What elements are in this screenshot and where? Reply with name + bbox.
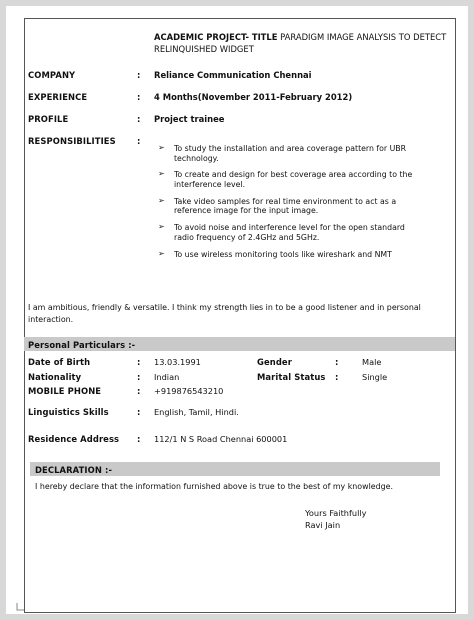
dob-label: Date of Birth [28, 357, 91, 367]
project-title-line2: RELINQUISHED WIDGET [154, 44, 254, 54]
marital-label: Marital Status [257, 372, 326, 382]
experience-label: EXPERIENCE [28, 92, 88, 102]
responsibilities-list [158, 144, 426, 266]
address-colon: : [137, 434, 141, 444]
page-border [24, 18, 456, 613]
company-colon: : [137, 70, 141, 80]
experience-colon: : [137, 92, 141, 102]
marital-value: Single [362, 372, 388, 382]
profile-colon: : [137, 114, 141, 124]
nationality-label: Nationality [28, 372, 82, 382]
nationality-value: Indian [154, 372, 180, 382]
responsibilities-label: RESPONSIBILITIES [28, 136, 116, 146]
experience-value: 4 Months(November 2011-February 2012) [154, 92, 353, 102]
signature-name: Ravi Jain [305, 520, 341, 530]
marital-colon: : [335, 372, 339, 382]
phone-value: +919876543210 [154, 386, 224, 396]
company-value: Reliance Communication Chennai [154, 70, 312, 80]
list-item: ➢ To use wireless monitoring tools like wireshark and NMT [158, 248, 392, 259]
arrow-bullet-icon: ➢ [158, 143, 165, 152]
nationality-colon: : [137, 372, 141, 382]
list-item: ➢ To create and design for best coverage area according to the interference level. [158, 169, 413, 189]
personal-heading: Personal Particulars :- [28, 340, 136, 350]
arrow-bullet-icon: ➢ [158, 248, 165, 258]
profile-value: Project trainee [154, 114, 225, 124]
summary-line2: interaction. [28, 315, 74, 324]
list-item: ➢ Take video samples for real time environment to act as a reference image for the input image. [158, 195, 397, 216]
project-title: PARADIGM IMAGE ANALYSIS TO DETECT [280, 32, 447, 42]
summary-line1: I am ambitious, friendly & versatile. I think my strength lies in to be a good listener and in personal [28, 303, 421, 312]
page-corner-icon [16, 602, 26, 612]
dob-value: 13.03.1991 [154, 357, 201, 367]
list-item: ➢ To study the installation and area coverage pattern for UBR technology. [158, 143, 407, 163]
profile-label: PROFILE [28, 114, 69, 124]
responsibilities-colon: : [137, 136, 141, 146]
gender-value: Male [362, 357, 382, 367]
address-label: Residence Address [28, 434, 120, 444]
declaration-heading: DECLARATION :- [35, 465, 113, 475]
list-item: ➢ To avoid noise and interference level for the open standard radio frequency of 2.4GHz and 5GHz. [158, 222, 405, 242]
gender-label: Gender [257, 357, 292, 367]
languages-label: Linguistics Skills [28, 407, 109, 417]
arrow-bullet-icon: ➢ [158, 195, 165, 205]
declaration-text: I hereby declare that the information furnished above is true to the best of my knowledge. [35, 482, 394, 491]
languages-value: English, Tamil, Hindi. [154, 407, 239, 417]
project-title-line1 [154, 32, 446, 42]
arrow-bullet-icon: ➢ [158, 169, 165, 179]
gender-colon: : [335, 357, 339, 367]
dob-colon: : [137, 357, 141, 367]
arrow-bullet-icon: ➢ [158, 222, 165, 232]
phone-colon: : [137, 386, 141, 396]
address-value: 112/1 N S Road Chennai 600001 [154, 434, 288, 444]
project-label: ACADEMIC PROJECT- TITLE [154, 32, 278, 42]
company-label: COMPANY [28, 70, 76, 80]
resume-page [6, 6, 468, 614]
phone-label: MOBILE PHONE [28, 386, 102, 396]
closing-text: Yours Faithfully [305, 508, 367, 518]
languages-colon: : [137, 407, 141, 417]
